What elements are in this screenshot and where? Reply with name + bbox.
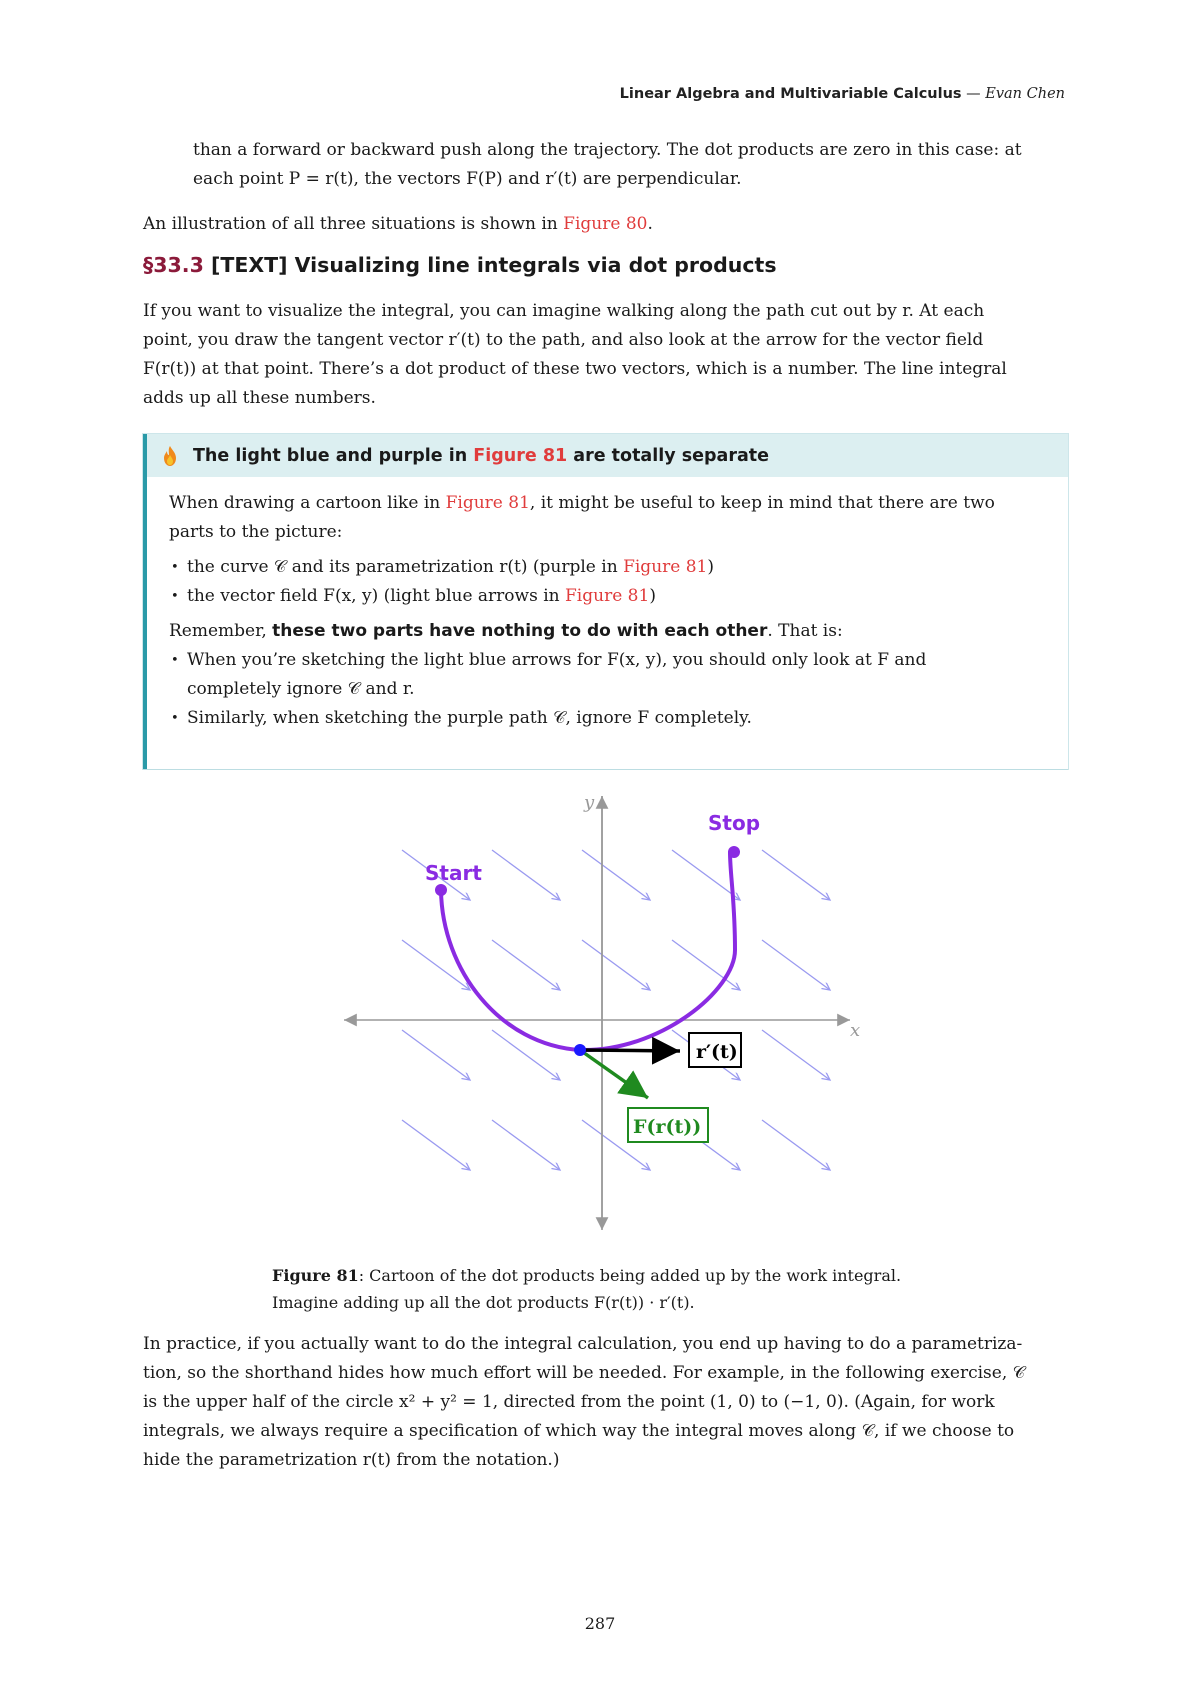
warning-title-suffix: are totally separate [567,445,770,466]
list-item [169,553,1046,582]
list-item [169,646,1046,704]
field-arrow [762,850,830,900]
warning-box-body [147,477,1068,733]
caption-line-2: Imagine adding up all the dot products F(r(t)) · r′(t). [272,1293,695,1312]
figure-81-link[interactable]: Figure 81 [565,586,650,606]
start-label: Start [425,861,482,885]
section-heading [143,253,777,277]
list-item [169,582,1046,611]
figure-80-link[interactable]: Figure 80 [563,214,648,234]
section-title: [TEXT] Visualizing line integrals via dot products [203,253,777,277]
warning-title-prefix: The light blue and purple in [193,445,474,466]
illustration-period: . [647,214,653,234]
paragraph-line: hide the parametrization r(t) from the notation.) [143,1450,560,1470]
box-intro-text: When drawing a cartoon like in [169,493,446,513]
field-arrow [492,1120,560,1170]
paragraph-line: integrals, we always require a specification of which way the integral moves along 𝒞, if we choose to [143,1421,1015,1441]
intro-line: each point P = r(t), the vectors F(P) and r′(t) are perpendicular. [193,169,742,189]
bullet-text: ) [649,586,656,606]
parts-list [169,553,1046,611]
start-point [435,884,447,896]
paragraph-line: F(r(t)) at that point. There’s a dot product of these two vectors, which is a number. The line integral [143,359,1007,379]
bullet-text: • When you’re sketching the light blue arrows for F(x, y), you should only look at F and [187,650,927,670]
advice-list [169,646,1046,733]
x-axis-label: x [850,1020,861,1041]
paragraph-line: tion, so the shorthand hides how much effort will be needed. For example, in the following exercise, 𝒞 [143,1363,1026,1383]
vector-field [402,850,830,1170]
remember-line [169,617,1046,646]
paragraph-line: In practice, if you actually want to do the integral calculation, you end up having to do a parametriza- [143,1334,1023,1354]
field-arrow [582,940,650,990]
intro-paragraph [193,136,1065,194]
box-intro [169,489,1046,518]
box-intro-cont: parts to the picture: [169,522,343,542]
figure-81-link[interactable]: Figure 81 [445,493,530,513]
remember-text: . That is: [767,621,843,641]
field-arrow [402,1030,470,1080]
point-p [574,1044,586,1056]
paragraph-line: If you want to visualize the integral, you can imagine walking along the path cut out by r. At each [143,301,985,321]
bullet-text: the vector field F(x, y) (light blue arrows in [187,586,566,606]
field-label: F(r(t)) [633,1116,702,1138]
caption-text: : Cartoon of the dot products being added up by the work integral. [358,1266,902,1285]
figure-81-link[interactable]: Figure 81 [623,557,708,577]
section-paragraph [143,297,1065,413]
caption-line-1 [272,1262,901,1289]
field-arrow [762,1120,830,1170]
bullet-text: completely ignore 𝒞 and r. [187,679,415,699]
figure-81-link[interactable]: Figure 81 [473,445,568,466]
field-arrow [582,850,650,900]
bullet-text: ) [707,557,715,577]
axes [344,792,860,1230]
caption-label: Figure 81 [272,1266,359,1285]
page-number: 287 [584,1614,616,1633]
field-arrow [492,1030,560,1080]
bullet-text: the curve 𝒞 and its parametrization r(t) (purple in [187,557,624,577]
running-header [620,86,1065,102]
paragraph-line: point, you draw the tangent vector r′(t) to the path, and also look at the arrow for the vector field [143,330,984,350]
field-arrow [492,850,560,900]
flame-icon [161,445,179,467]
illustration-sentence [143,210,1065,239]
remember-text: Remember, [169,621,273,641]
figure-caption [272,1262,901,1316]
field-arrow [762,940,830,990]
illustration-text: An illustration of all three situations is shown in [143,214,564,234]
list-item: • Similarly, when sketching the purple path 𝒞, ignore F completely. [169,704,1046,733]
warning-box [143,434,1068,769]
paragraph-line: adds up all these numbers. [143,388,376,408]
stop-label: Stop [708,811,761,835]
header-title: Linear Algebra and Multivariable Calculus [619,86,962,102]
final-paragraph [143,1330,1065,1475]
tangent-vector [580,1050,680,1051]
header-author: Evan Chen [985,86,1065,102]
stop-point [728,846,740,858]
field-arrow [402,1120,470,1170]
header-dash: — [961,86,986,102]
remember-bold: these two parts have nothing to do with each other [272,621,768,641]
box-intro-text: , it might be useful to keep in mind that there are two [529,493,995,513]
field-vector [580,1050,648,1098]
field-arrow [672,940,740,990]
field-arrow [492,940,560,990]
warning-title [193,446,769,466]
intro-line: than a forward or backward push along the trajectory. The dot products are zero in this case: at [193,140,1022,160]
section-number: §33.3 [143,253,204,277]
tangent-label: r′(t) [696,1041,738,1063]
field-arrow [762,1030,830,1080]
y-axis-label: y [584,792,595,813]
warning-box-header [147,434,1068,477]
paragraph-line: is the upper half of the circle x² + y² = 1, directed from the point (1, 0) to (−1, 0). (Again, for work [143,1392,995,1412]
figure-81 [330,790,870,1260]
